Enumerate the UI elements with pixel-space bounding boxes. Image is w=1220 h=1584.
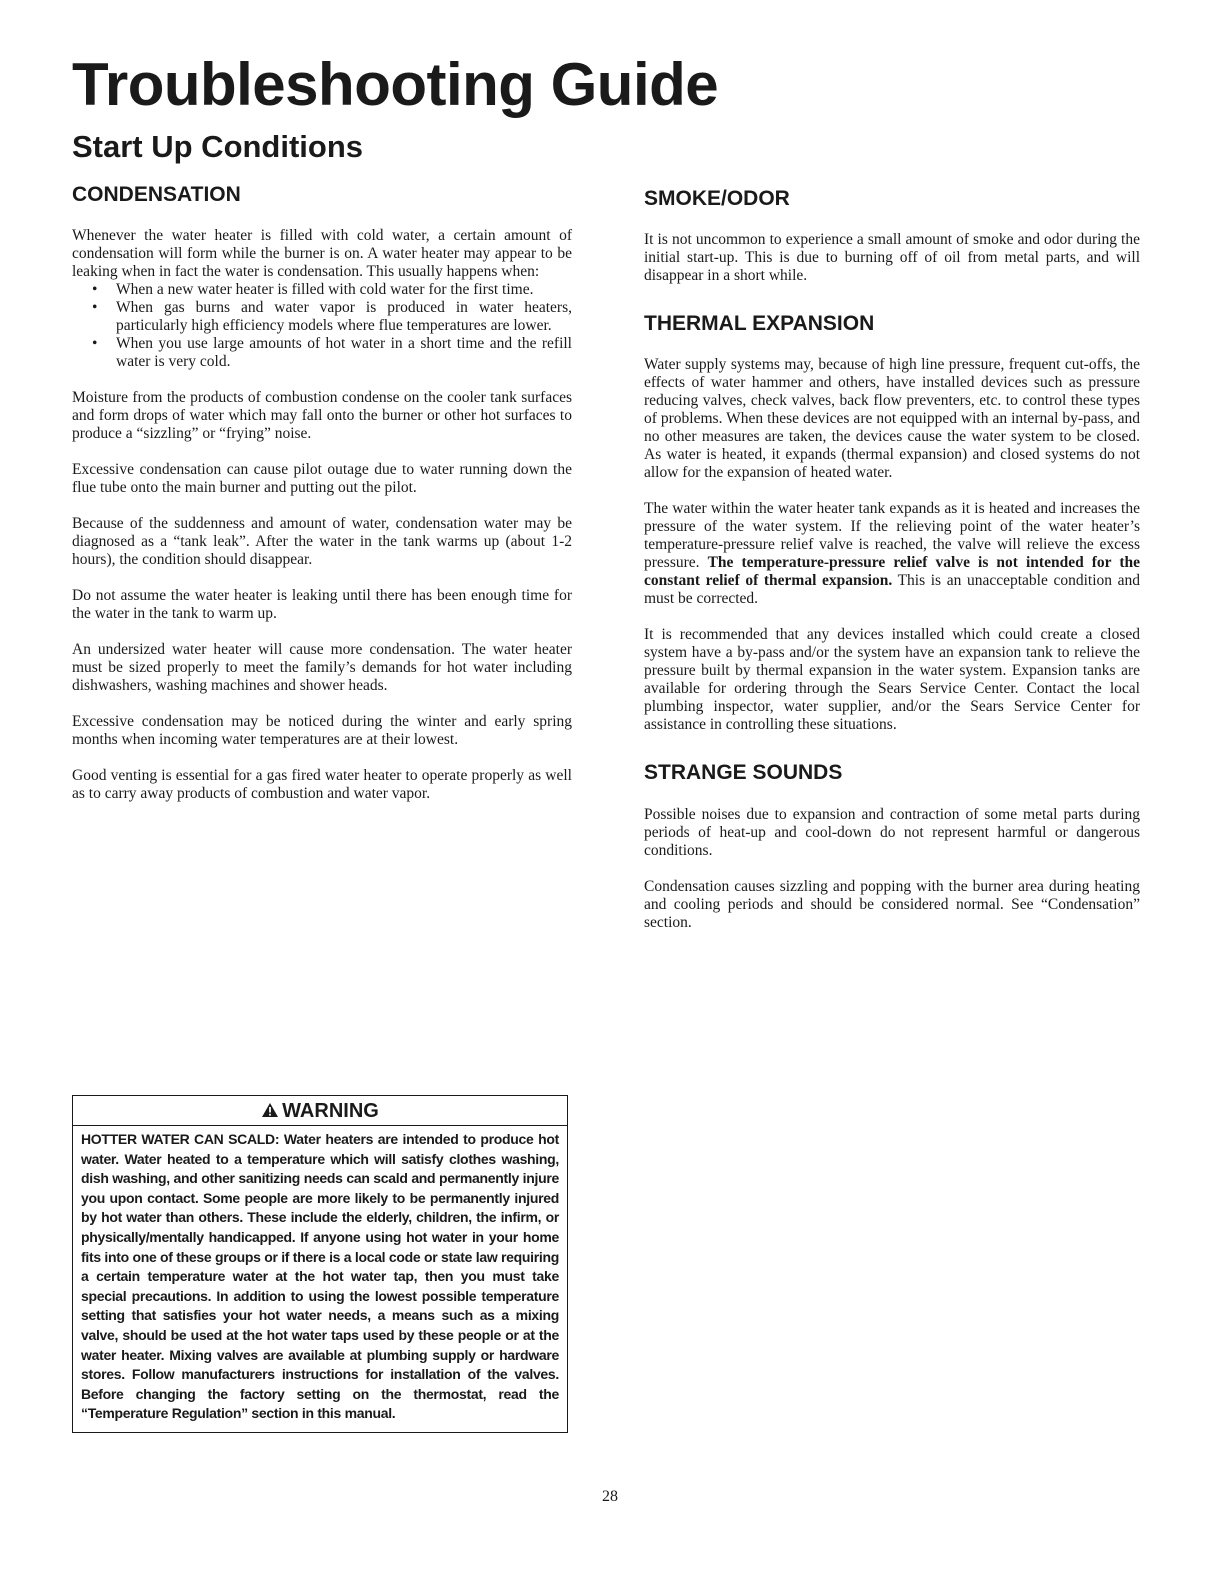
condensation-intro: Whenever the water heater is filled with cold water, a certain amount of condensation will form while the burner is on. A water heater may appear to be leaking when in fact the water is condensation. This usually happens when: <box>72 227 572 281</box>
smoke-odor-text: It is not uncommon to experience a small amount of smoke and odor during the initial start-up. This is due to burning off of oil from metal parts, and will disappear in a short while. <box>644 231 1140 285</box>
list-item: • When a new water heater is filled with cold water for the first time. <box>92 281 572 299</box>
thermal-expansion-paragraph: Water supply systems may, because of high line pressure, frequent cut-offs, the effects of water hammer and others, have installed devices such as pressure reducing valves, check valves, back flow preventers, etc. to control these types of problems. When these devices are not equipped with an internal by-pass, and no other measures are taken, the devices cause the water system to be closed. As water is heated, it expands (thermal expansion) and closed systems do not allow for the expansion of heated water. <box>644 356 1140 482</box>
condensation-paragraph: Because of the suddenness and amount of water, condensation water may be diagnosed as a “tank leak”. After the water in the tank warms up (about 1-2 hours), the condition should disappear. <box>72 515 572 569</box>
condensation-paragraph: Excessive condensation may be noticed during the winter and early spring months when incoming water temperatures are at their lowest. <box>72 713 572 749</box>
thermal-expansion-paragraph: It is recommended that any devices installed which could create a closed system have a by-pass and/or the system have an expansion tank to relieve the pressure built by thermal expansion in the water system. Expansion tanks are available for ordering through the Sears Service Center. Contact the local plumbing inspector, water supplier, and/or the Sears Service Center for assistance in controlling these situations. <box>644 626 1140 734</box>
smoke-odor-heading: SMOKE/ODOR <box>644 187 790 210</box>
condensation-paragraph: Do not assume the water heater is leaking until there has been enough time for the water in the tank to warm up. <box>72 587 572 623</box>
warning-header <box>73 1100 567 1126</box>
condensation-paragraph: An undersized water heater will cause more condensation. The water heater must be sized properly to meet the family’s demands for hot water including dishwashers, washing machines and shower heads. <box>72 641 572 695</box>
thermal-expansion-heading: THERMAL EXPANSION <box>644 312 875 336</box>
warning-text: HOTTER WATER CAN SCALD: Water heaters are intended to produce hot water. Water heated to a temperature which will satisfy clothes washing, dish washing, and other sanitizing needs can scald and permanently injure you upon contact. Some people are more likely to be permanently injured by hot water than others. These include the elderly, children, the infirm, or physically/mentally handicapped. If anyone using hot water in your home fits into one of these groups or if there is a local code or state law requiring a certain temperature water at the hot water tap, then you must take special precautions. In addition to using the lowest possible temperature setting that satisfies your hot water needs, a means such as a mixing valve, should be used at the hot water taps used by these people or at the water heater. Mixing valves are available at plumbing supply or hardware stores. Follow manufacturers instructions for installation of the valves. Before changing the factory setting on the thermostat, read the “Temperature Regulation” section in this manual. <box>81 1131 559 1422</box>
warning-triangle-icon <box>261 1101 279 1122</box>
condensation-paragraph: Good venting is essential for a gas fired water heater to operate properly as well as to carry away products of combustion and water vapor. <box>72 767 572 803</box>
condensation-paragraph: Excessive condensation can cause pilot outage due to water running down the flue tube onto the main burner and putting out the pilot. <box>72 461 572 497</box>
strange-sounds-heading: STRANGE SOUNDS <box>644 761 843 785</box>
left-column <box>72 182 572 821</box>
condensation-heading: CONDENSATION <box>72 183 241 206</box>
relief-text-end: This is an unacceptable condition and must be corrected. <box>644 572 1140 608</box>
relief-valve-notice: The temperature-pressure relief valve is not intended for the constant relief of thermal expansion. <box>644 554 1140 590</box>
warning-box <box>72 1095 568 1433</box>
condensation-paragraph: Moisture from the products of combustion condense on the cooler tank surfaces and form drops of water which may fall onto the burner or other hot surfaces to produce a “sizzling” or “frying” noise. <box>72 389 572 443</box>
page-number: 28 <box>602 1488 618 1505</box>
right-column <box>644 186 1140 950</box>
page-subtitle: Start Up Conditions <box>72 129 364 164</box>
relief-text-start: The water within the water heater tank expands as it is heated and increases the pressure of the water system. If the relieving point of the water heater’s temperature-pressure relief valve is reached, the valve will relieve the excess pressure. <box>644 500 1140 572</box>
list-item: • When gas burns and water vapor is produced in water heaters, particularly high efficiency models where flue temperatures are lower. <box>92 299 572 335</box>
strange-sounds-paragraph: Condensation causes sizzling and popping with the burner area during heating and cooling periods and should be considered normal. See “Condensation” section. <box>644 877 1140 931</box>
strange-sounds-paragraph: Possible noises due to expansion and contraction of some metal parts during periods of heat-up and cool-down do not represent harmful or dangerous conditions. <box>644 805 1140 859</box>
page-title: Troubleshooting Guide <box>72 51 719 118</box>
list-item: • When you use large amounts of hot water in a short time and the refill water is very cold. <box>92 335 572 371</box>
condensation-bullet-list <box>92 281 572 371</box>
warning-heading: WARNING <box>282 1100 379 1122</box>
thermal-expansion-paragraph-relief <box>644 500 1140 608</box>
